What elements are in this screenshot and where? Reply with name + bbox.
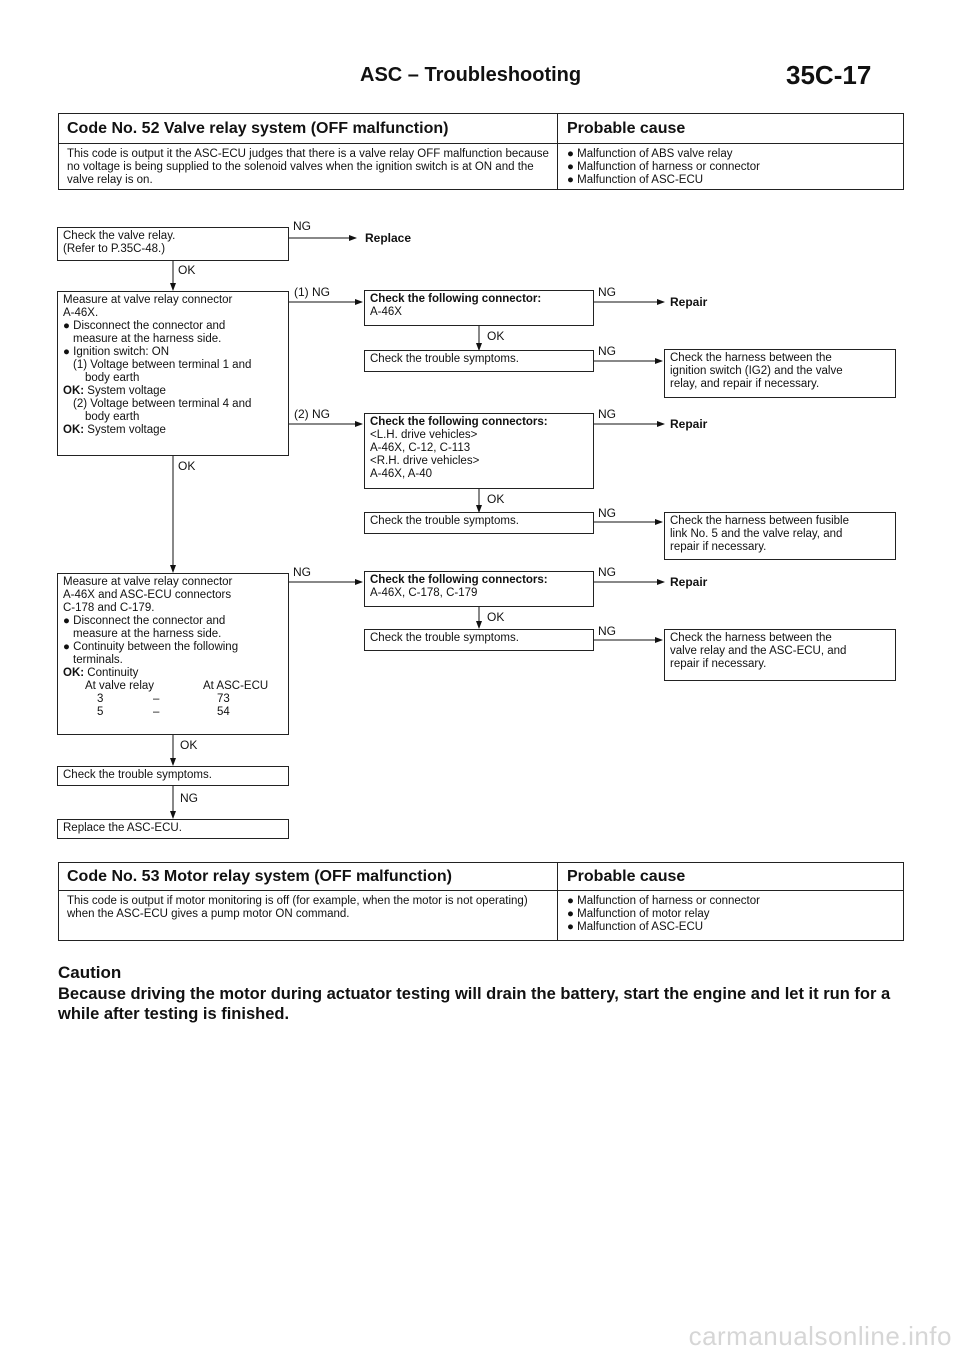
check-connectors-multi-box: Check the following connectors: <L.H. drive vehicles> A-46X, C-12, C-113 <R.H. drive vehicles> A-46X, A-40 bbox=[364, 413, 594, 489]
ok-label: OK bbox=[178, 263, 196, 277]
trouble-symptoms-box-2: Check the trouble symptoms. bbox=[364, 512, 594, 534]
measure-valve-relay-box: Measure at valve relay connector A-46X. ● Disconnect the connector and measure at the harness side. ● Ignition switch: ON (1) Voltage between terminal 1 and body earth OK: System voltage (2) Voltage between terminal 4 and body earth OK: System voltage bbox=[57, 291, 289, 456]
code53-title: Code No. 53 Motor relay system (OFF malfunction) bbox=[67, 868, 452, 885]
code53-causes bbox=[559, 891, 905, 938]
ng1-label: (1) NG bbox=[294, 285, 330, 299]
cause-item: ● Malfunction of ASC-ECU bbox=[567, 921, 704, 933]
ok-label: OK bbox=[487, 610, 505, 624]
page-header-title: ASC – Troubleshooting bbox=[360, 64, 582, 86]
code53-table bbox=[58, 862, 904, 941]
code52-title: Code No. 52 Valve relay system (OFF malfunction) bbox=[67, 120, 449, 137]
ok-label: OK bbox=[180, 738, 198, 752]
harness-fusible-box: Check the harness between fusible link No. 5 and the valve relay, and repair if necessary. bbox=[664, 512, 896, 560]
check-connectors-ecu-box: Check the following connectors: A-46X, C-178, C-179 bbox=[364, 571, 594, 607]
ng-label: NG bbox=[598, 407, 616, 421]
code53-cause-title: Probable cause bbox=[567, 868, 686, 885]
trouble-symptoms-box-4: Check the trouble symptoms. bbox=[57, 766, 289, 786]
cause-item: ● Malfunction of ABS valve relay bbox=[567, 148, 733, 160]
code52-cause-title: Probable cause bbox=[567, 120, 686, 137]
harness-ecu-box: Check the harness between the valve relay and the ASC-ECU, and repair if necessary. bbox=[664, 629, 896, 681]
measure-ecu-connectors-box: Measure at valve relay connector A-46X and ASC-ECU connectors C-178 and C-179. ● Disconnect the connector and measure at the harness side. ● Continuity between the following terminals. OK: Continuity At valve relay At ASC-ECU 3 – 73 5 – 54 bbox=[57, 573, 289, 735]
ng-label: NG bbox=[598, 624, 616, 638]
ng-label: NG bbox=[293, 219, 311, 233]
code53-description: This code is output if motor monitoring is off (for example, when the motor is not operating) when the ASC-ECU gives a pump motor ON command. bbox=[67, 895, 528, 920]
code52-description: This code is output it the ASC-ECU judges that there is a valve relay OFF malfunction because no voltage is being supplied to the solenoid valves when the ignition switch is at ON and the valve relay is on. bbox=[67, 148, 549, 186]
check-connector-a46x-box: Check the following connector: A-46X bbox=[364, 290, 594, 326]
ng-label: NG bbox=[598, 285, 616, 299]
trouble-symptoms-box-3: Check the trouble symptoms. bbox=[364, 629, 594, 651]
repair-label-3: Repair bbox=[670, 575, 708, 589]
cause-item: ● Malfunction of ASC-ECU bbox=[567, 174, 704, 186]
caution-text: Because driving the motor during actuator testing will drain the battery, start the engine and let it run for a while after testing is finished. bbox=[58, 985, 891, 1023]
ng-label: NG bbox=[598, 506, 616, 520]
cause-item: ● Malfunction of harness or connector bbox=[567, 895, 760, 907]
cause-item: ● Malfunction of motor relay bbox=[567, 908, 710, 920]
caution-title: Caution bbox=[58, 963, 122, 982]
repair-label-1: Repair bbox=[670, 295, 708, 309]
ok-label: OK bbox=[487, 329, 505, 343]
ng-label: NG bbox=[180, 791, 198, 805]
trouble-symptoms-box-1: Check the trouble symptoms. bbox=[364, 350, 594, 372]
ng-label: NG bbox=[293, 565, 311, 579]
page-number: 35C-17 bbox=[786, 60, 872, 90]
cause-item: ● Malfunction of harness or connector bbox=[567, 161, 760, 173]
watermark: carmanualsonline.info bbox=[688, 1321, 952, 1351]
ok-label: OK bbox=[178, 459, 196, 473]
repair-label-2: Repair bbox=[670, 417, 708, 431]
replace-label: Replace bbox=[365, 231, 412, 245]
harness-ig2-box: Check the harness between the ignition switch (IG2) and the valve relay, and repair if necessary. bbox=[664, 349, 896, 398]
ng-label: NG bbox=[598, 344, 616, 358]
ok-label: OK bbox=[487, 492, 505, 506]
check-valve-relay-box: Check the valve relay. (Refer to P.35C-48.) bbox=[57, 227, 289, 261]
ng-label: NG bbox=[598, 565, 616, 579]
ng2-label: (2) NG bbox=[294, 407, 330, 421]
replace-ecu-box: Replace the ASC-ECU. bbox=[57, 819, 289, 839]
